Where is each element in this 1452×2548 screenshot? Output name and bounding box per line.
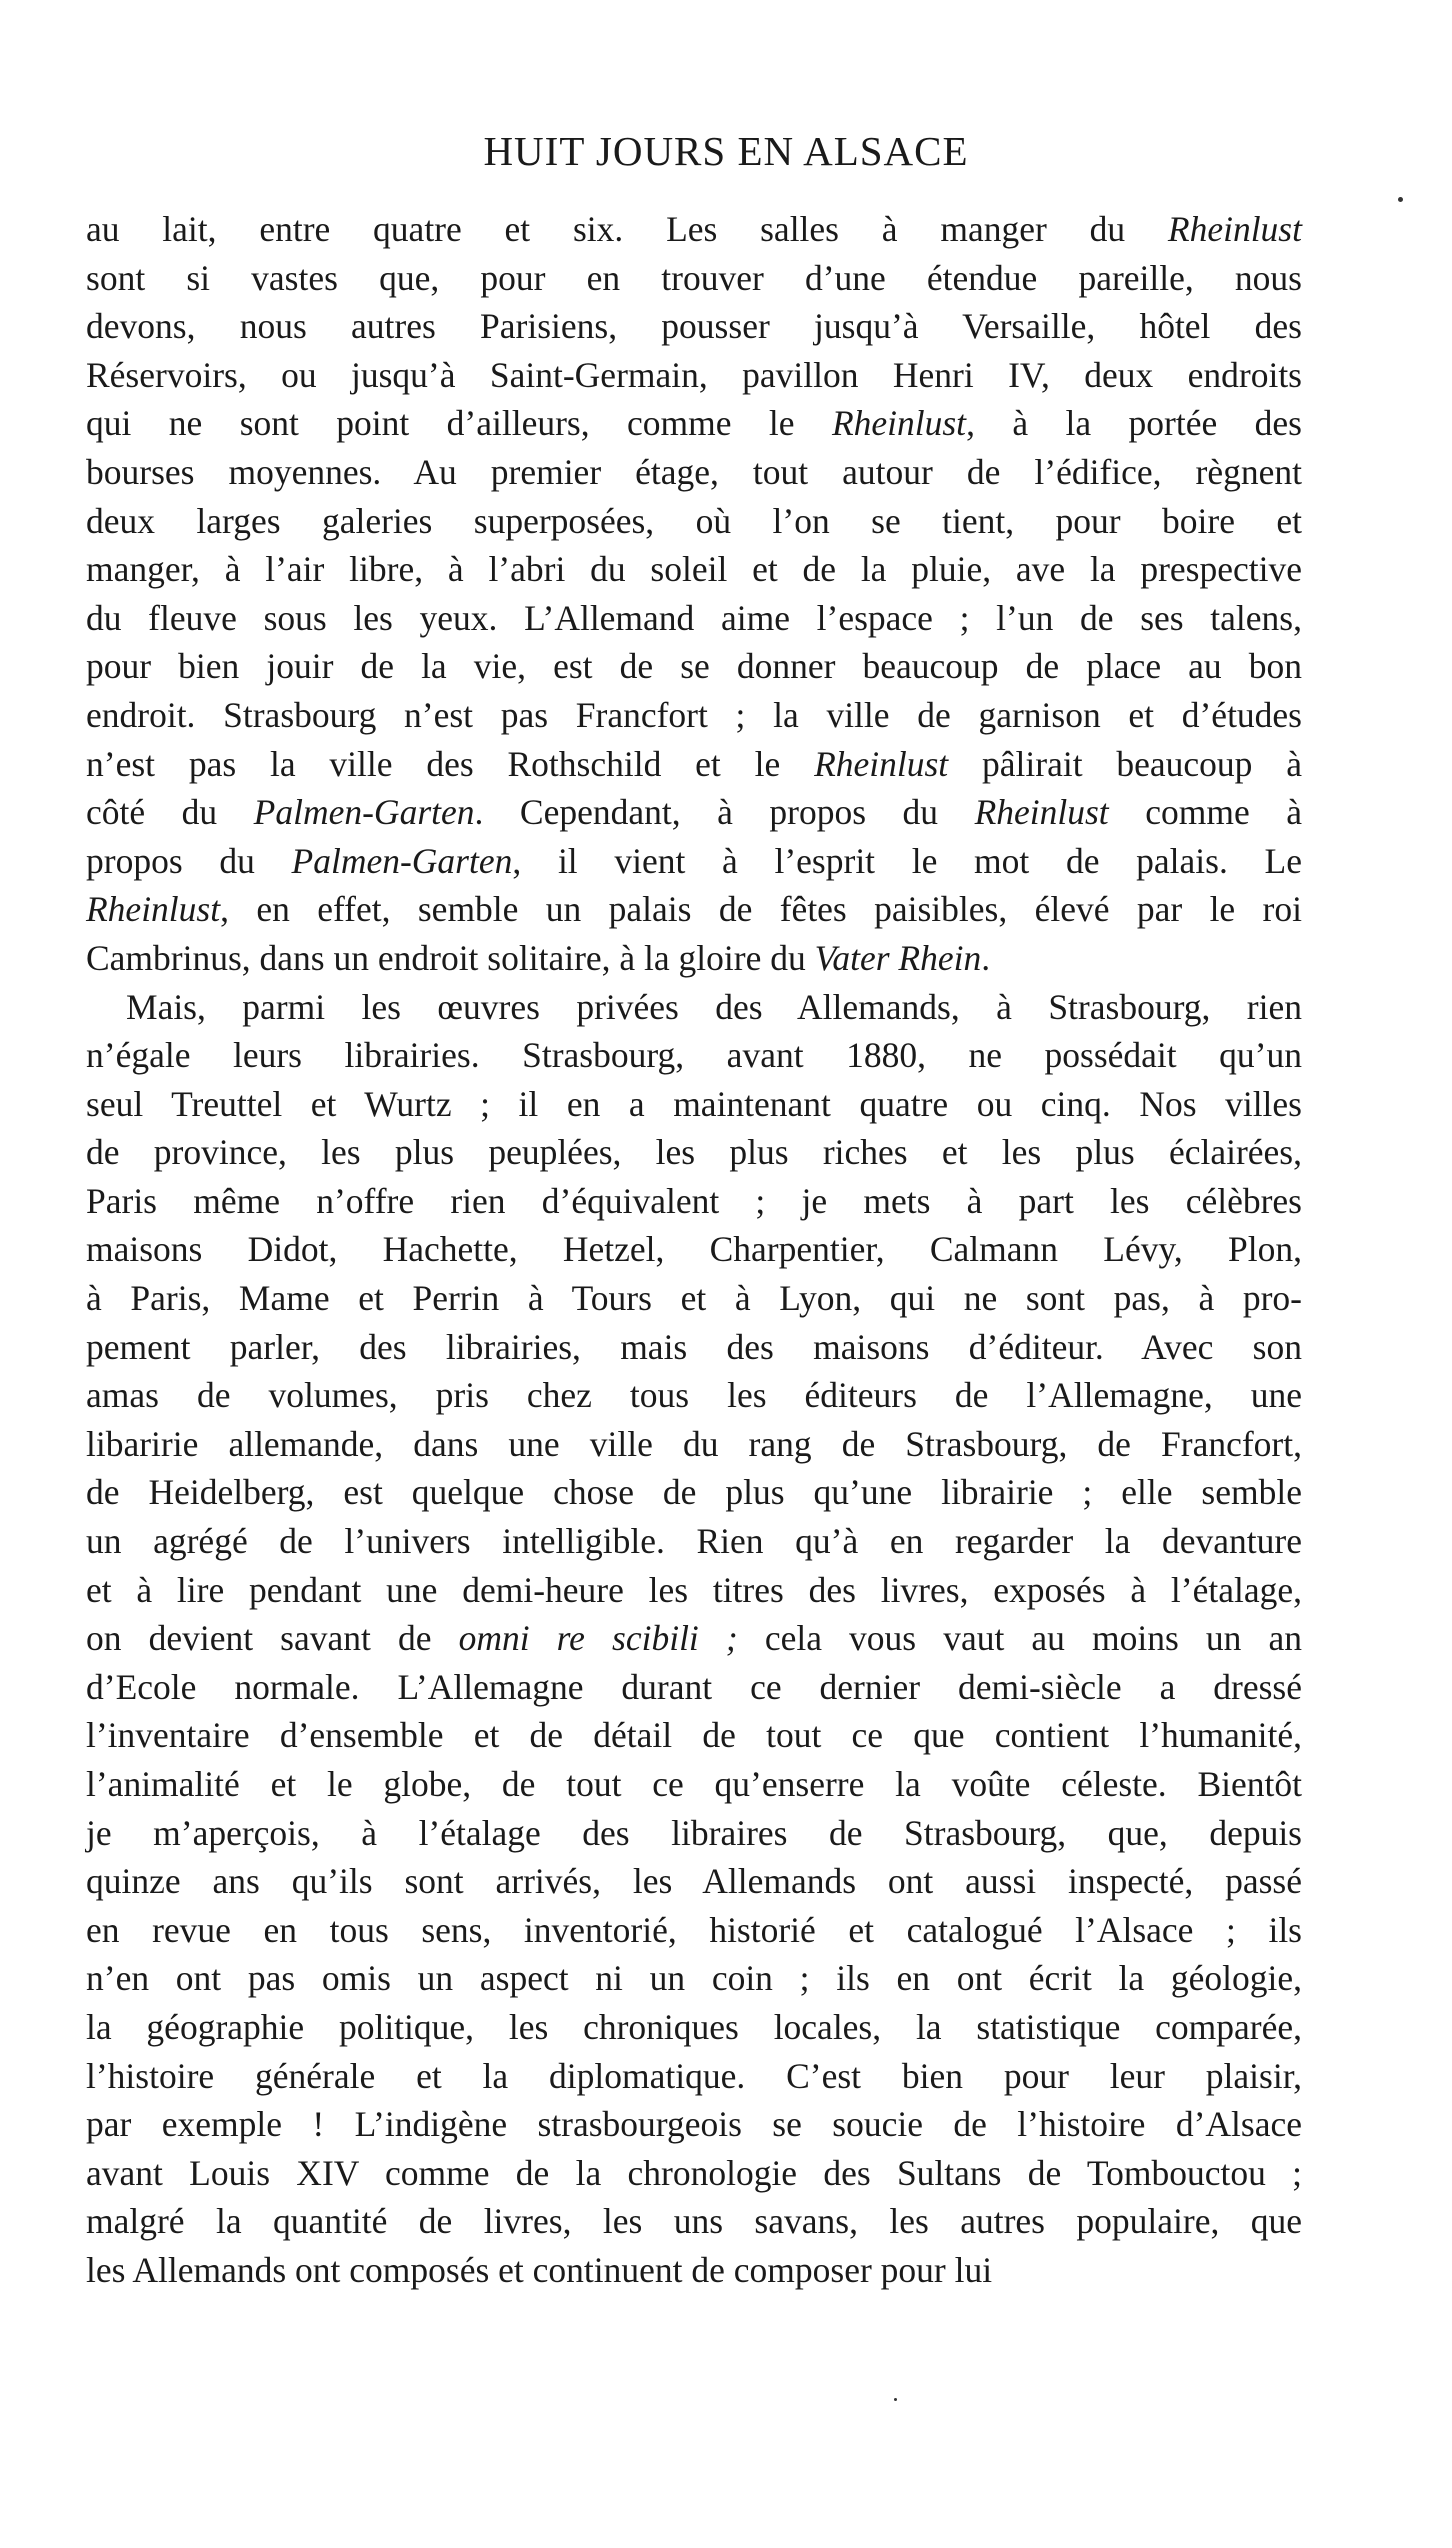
text-run: comme à [1108,792,1302,833]
text-run: devons, nous autres Parisiens, pousser jusqu’à Versaille, hôtel des [86,306,1302,347]
text-run: endroit. Strasbourg n’est pas Francfort ; la ville de garnison et d’études [86,694,1302,735]
text-run: n’en ont pas omis un aspect ni un coin ; ils en ont écrit la géologie, [86,1958,1302,1999]
text-run: malgré la quantité de livres, les uns savans, les autres populaire, que [86,2201,1302,2242]
text-line [86,1177,1302,1226]
text-line [86,1517,1302,1566]
text-run: propos du [86,840,292,881]
text-line [86,740,1302,789]
text-run: les Allemands ont composés et continuent de composer pour lui [86,2249,993,2290]
text-run: l’histoire générale et la diplomatique. C’est bien pour leur plaisir, [86,2055,1302,2096]
text-line [86,1468,1302,1517]
text-line [86,1906,1302,1955]
text-line [86,934,1302,983]
text-run: un agrégé de l’univers intelligible. Rien qu’à en regarder la devanture [86,1521,1302,1562]
text-run: Cambrinus, dans un endroit solitaire, à la gloire du [86,937,815,978]
text-line [86,448,1302,497]
text-run: Réservoirs, ou jusqu’à Saint-Germain, pavillon Henri IV, deux endroits [86,354,1302,395]
text-run: Paris même n’offre rien d’équivalent ; je mets à part les célèbres [86,1180,1302,1221]
text-run: sont si vastes que, pour en trouver d’une étendue pareille, nous [86,257,1302,298]
text-run: de province, les plus peuplées, les plus riches et les plus éclairées, [86,1132,1302,1173]
text-line [86,983,1302,1032]
text-line [86,2197,1302,2246]
italic-text: Palmen-Garten [291,840,513,881]
text-run: et à lire pendant une demi-heure les titres des livres, exposés à l’étalage, [86,1569,1302,1610]
text-run: amas de volumes, pris chez tous les éditeurs de l’Allemagne, une [86,1375,1302,1416]
text-line [86,302,1302,351]
text-line [86,642,1302,691]
text-run: on devient savant de [86,1618,459,1659]
text-line [86,1663,1302,1712]
text-run: qui ne sont point d’ailleurs, comme le [86,403,832,444]
italic-text: Rheinlust [1167,209,1302,249]
text-run: bourses moyennes. Au premier étage, tout autour de l’édifice, règnent [86,451,1302,492]
text-line [86,399,1302,448]
text-line [86,1614,1302,1663]
text-run: libaririe allemande, dans une ville du rang de Strasbourg, de Francfort, [86,1423,1302,1464]
text-run: maisons Didot, Hachette, Hetzel, Charpentier, Calmann Lévy, Plon, [86,1229,1302,1270]
text-line [86,1323,1302,1372]
text-run: d’Ecole normale. L’Allemagne durant ce dernier demi-siècle a dressé [86,1666,1302,1707]
text-run: à Paris, Mame et Perrin à Tours et à Lyon, qui ne sont pas, à pro- [86,1278,1302,1319]
italic-text: Palmen-Garten [253,792,475,833]
text-line [86,254,1302,303]
text-run: . Cependant, à propos du [474,792,975,833]
italic-text: Rheinlust [814,743,949,784]
text-line [86,2149,1302,2198]
text-run: avant Louis XIV comme de la chronologie des Sultans de Tombouctou ; [86,2152,1302,2193]
text-run: quinze ans qu’ils sont arrivés, les Allemands ont aussi inspecté, passé [86,1861,1302,1902]
text-run: pement parler, des librairies, mais des maisons d’éditeur. Avec son [86,1326,1302,1367]
text-run: je m’aperçois, à l’étalage des libraires de Strasbourg, que, depuis [86,1812,1302,1853]
text-line [86,497,1302,546]
text-line [86,2100,1302,2149]
text-line [86,1954,1302,2003]
text-run: deux larges galeries superposées, où l’on se tient, pour boire et [86,500,1302,541]
body-text [86,205,1302,2295]
text-run: pâlirait beaucoup à [948,743,1302,784]
text-run: l’inventaire d’ensemble et de détail de tout ce que contient l’humanité, [86,1715,1302,1756]
text-run: de Heidelberg, est quelque chose de plus qu’une librairie ; elle semble [86,1472,1302,1513]
text-line [86,1857,1302,1906]
text-run: du fleuve sous les yeux. L’Allemand aime l’espace ; l’un de ses talens, [86,597,1302,638]
text-run: , en effet, semble un palais de fêtes paisibles, élevé par le roi [220,889,1302,930]
text-run: pour bien jouir de la vie, est de se donner beaucoup de place au bon [86,646,1302,687]
text-run: seul Treuttel et Wurtz ; il en a maintenant quatre ou cinq. Nos villes [86,1083,1302,1124]
text-run: , il vient à l’esprit le mot de palais. Le [512,840,1302,881]
italic-text: Vater Rhein [814,937,982,978]
text-line [86,594,1302,643]
text-run: la géographie politique, les chroniques locales, la statistique comparée, [86,2006,1302,2047]
text-line [86,1809,1302,1858]
text-run: manger, à l’air libre, à l’abri du soleil et de la pluie, ave la prespective [86,549,1302,590]
text-line [86,885,1302,934]
text-line [86,2052,1302,2101]
running-head: HUIT JOURS EN ALSACE [483,128,969,174]
text-line [86,1225,1302,1274]
text-run: côté du [86,792,254,833]
text-run: par exemple ! L’indigène strasbourgeois se soucie de l’histoire d’Alsace [86,2104,1302,2145]
italic-text: omni re scibili ; [458,1618,738,1659]
text-line [86,691,1302,740]
text-line [86,1080,1302,1129]
text-run: n’égale leurs librairies. Strasbourg, avant 1880, ne possédait qu’un [86,1035,1302,1076]
text-line [86,1420,1302,1469]
text-line [86,1274,1302,1323]
text-line [86,1711,1302,1760]
text-run: au lait, entre quatre et six. Les salles à manger du [86,209,1168,249]
text-run: , à la portée des [966,403,1302,444]
ink-speck [1398,197,1403,202]
text-run: l’animalité et le globe, de tout ce qu’enserre la voûte céleste. Bientôt [86,1764,1302,1804]
text-run: en revue en tous sens, inventorié, historié et catalogué l’Alsace ; ils [86,1909,1302,1950]
text-line [86,351,1302,400]
text-line [86,837,1302,886]
italic-text: Rheinlust [974,792,1109,833]
text-run: . [981,937,991,978]
text-line [86,1371,1302,1420]
text-line [86,1031,1302,1080]
text-run: Mais, parmi les œuvres privées des Allemands, à Strasbourg, rien [126,986,1302,1027]
text-run: n’est pas la ville des Rothschild et le [86,743,815,784]
text-line [86,2003,1302,2052]
text-run: cela vous vaut au moins un an [737,1618,1303,1659]
text-line [86,2246,1302,2295]
text-line [86,205,1302,254]
ink-speck [894,2398,897,2401]
italic-text: Rheinlust [831,403,967,444]
text-line [86,1760,1302,1809]
text-line [86,545,1302,594]
text-line [86,788,1302,837]
text-line [86,1128,1302,1177]
italic-text: Rheinlust [86,889,221,930]
text-line [86,1566,1302,1615]
